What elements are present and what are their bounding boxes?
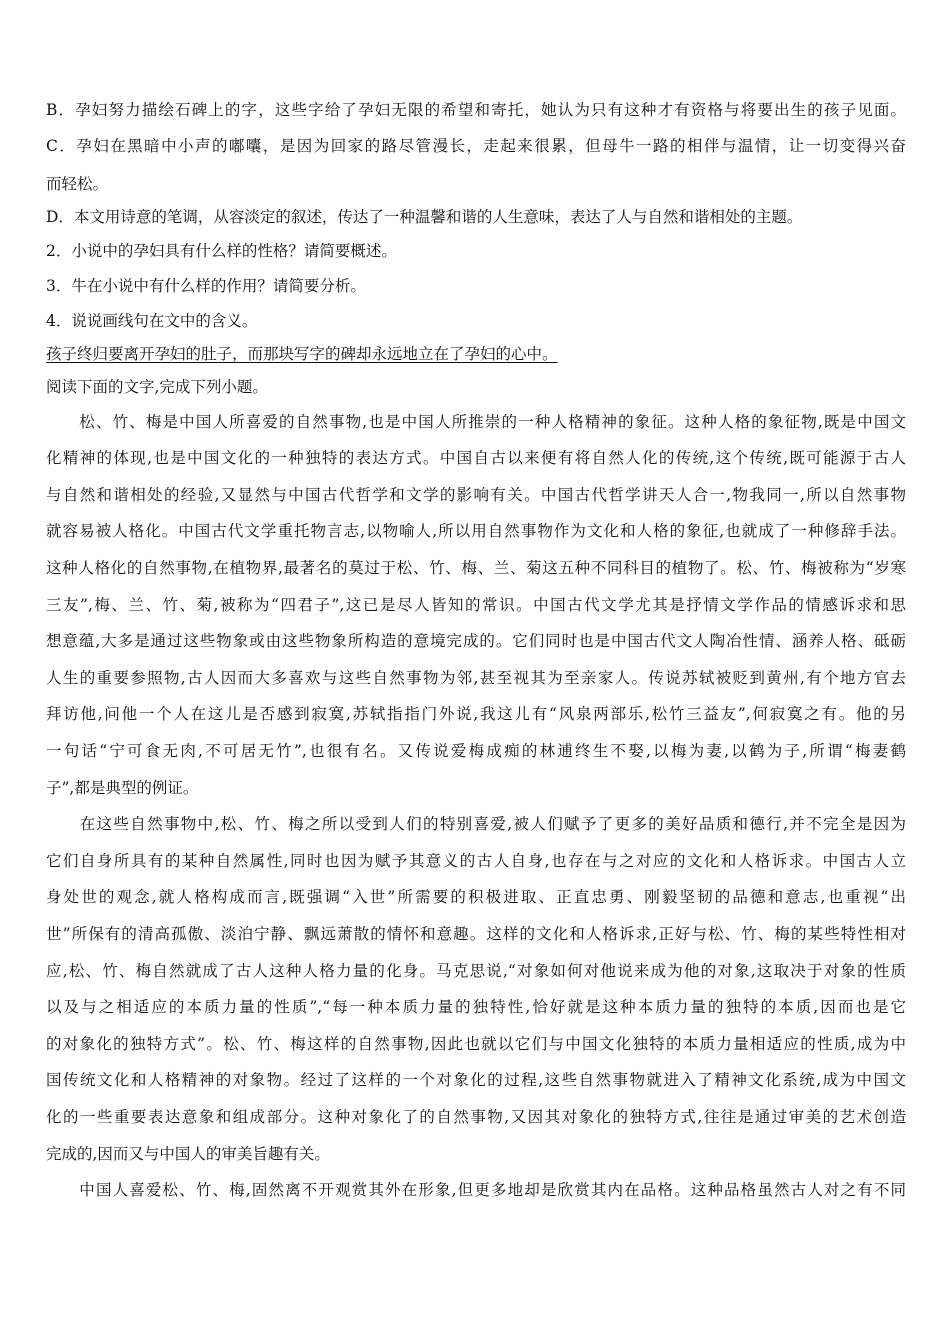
text-line: D．本文用诗意的笔调，从容淡定的叙述，传达了一种温馨和谐的人生意味，表达了人与自然和谐相处的主题。 [46, 208, 803, 226]
text-line: 想意蕴,大多是通过这些物象或由这些物象所构造的意境完成的。它们同时也是中国古代文人陶冶性情、涵养人格、砥砺 [46, 632, 906, 650]
text-line: 阅读下面的文字,完成下列小题。 [46, 378, 268, 396]
text-line: 2．小说中的孕妇具有什么样的性格？请简要概述。 [46, 242, 397, 260]
text-line: 它们自身所具有的某种自然属性,同时也因为赋予其意义的古人自身,也存在与之对应的文化和人格诉求。中国古人立 [46, 852, 906, 870]
text-line: 身处世的观念,就人格构成而言,既强调“入世”所需要的积极进取、正直忠勇、刚毅坚韧的品德和意志,也重视“出 [46, 888, 906, 906]
text-line: 化精神的体现,也是中国文化的一种独特的表达方式。中国自古以来便有将自然人化的传统,这个传统,既可能源于古人 [46, 449, 906, 467]
text-line: 人生的重要参照物,古人因而大多喜欢与这些自然事物为邻,甚至视其为至亲家人。传说苏轼被贬到黄州,有个地方官去 [46, 669, 906, 687]
text-line: 这种人格化的自然事物,在植物界,最著名的莫过于松、竹、梅、兰、菊这五种不同科目的植物了。松、竹、梅被称为“岁寒 [46, 559, 906, 577]
text-line: 三友”,梅、兰、竹、菊,被称为“四君子”,这已是尽人皆知的常识。中国古代文学尤其是抒情文学作品的情感诉求和思 [46, 596, 906, 614]
text-line: 松、竹、梅是中国人所喜爱的自然事物,也是中国人所推崇的一种人格精神的象征。这种人格的象征物,既是中国文 [46, 413, 906, 431]
text-line: 中国人喜爱松、竹、梅,固然离不开观赏其外在形象,但更多地却是欣赏其内在品格。这种品格虽然古人对之有不同 [46, 1181, 906, 1199]
text-line: 应,松、竹、梅自然就成了古人这种人格力量的化身。马克思说,“对象如何对他说来成为他的对象,这取决于对象的性质 [46, 962, 906, 980]
text-line: 在这些自然事物中,松、竹、梅之所以受到人们的特别喜爱,被人们赋予了更多的美好品质和德行,并不完全是因为 [46, 815, 906, 833]
text-line: 一句话“宁可食无肉,不可居无竹”,也很有名。又传说爱梅成痴的林逋终生不娶,以梅为妻,以鹤为子,所谓“梅妻鹤 [46, 742, 906, 760]
text-line: 的对象化的独特方式”。松、竹、梅这样的自然事物,因此也就以它们与中国文化独特的本质力量相适应的性质,成为中 [46, 1035, 906, 1053]
text-line: B．孕妇努力描绘石碑上的字，这些字给了孕妇无限的希望和寄托，她认为只有这种才有资格与将要出生的孩子见面。 [46, 101, 906, 119]
text-line: 拜访他,问他一个人在这儿是否感到寂寞,苏轼指指门外说,我这儿有“风泉两部乐,松竹三益友”,何寂寞之有。他的另 [46, 705, 906, 723]
text-line: 4．说说画线句在文中的含义。 [46, 312, 258, 330]
text-line: 以及与之相适应的本质力量的性质”,“每一种本质力量的独特性,恰好就是这种本质力量的独特的本质,因而也是它 [46, 998, 906, 1016]
text-line: 化的一些重要表达意象和组成部分。这种对象化了的自然事物,又因其对象化的独特方式,往往是通过审美的艺术创造 [46, 1108, 906, 1126]
text-line: 国传统文化和人格精神的对象物。经过了这样的一个对象化的过程,这些自然事物就进入了精神文化系统,成为中国文 [46, 1071, 906, 1089]
underlined-sentence: 孩子终归要离开孕妇的肚子，而那块写字的碑却永远地立在了孕妇的心中。 [46, 345, 558, 363]
text-line: 与自然和谐相处的经验,又显然与中国古代哲学和文学的影响有关。中国古代哲学讲天人合一,物我同一,所以自然事物 [46, 486, 906, 504]
text-line: 子”,都是典型的例证。 [46, 779, 199, 797]
text-line: 完成的,因而又与中国人的审美旨趣有关。 [46, 1145, 330, 1163]
text-line: 3．牛在小说中有什么样的作用？请简要分析。 [46, 277, 366, 295]
text-line: 世”所保有的清高孤傲、淡泊宁静、飘远萧散的情怀和意趣。这样的文化和人格诉求,正好与松、竹、梅的某些特性相对 [46, 925, 906, 943]
text-line: C．孕妇在黑暗中小声的嘟囔，是因为回家的路尽管漫长，走起来很累，但母牛一路的相伴与温情，让一切变得兴奋 [46, 137, 906, 155]
text-line: 就容易被人格化。中国古代文学重托物言志,以物喻人,所以用自然事物作为文化和人格的象征,也就成了一种修辞手法。 [46, 522, 906, 540]
text-line: 而轻松。 [46, 175, 109, 193]
